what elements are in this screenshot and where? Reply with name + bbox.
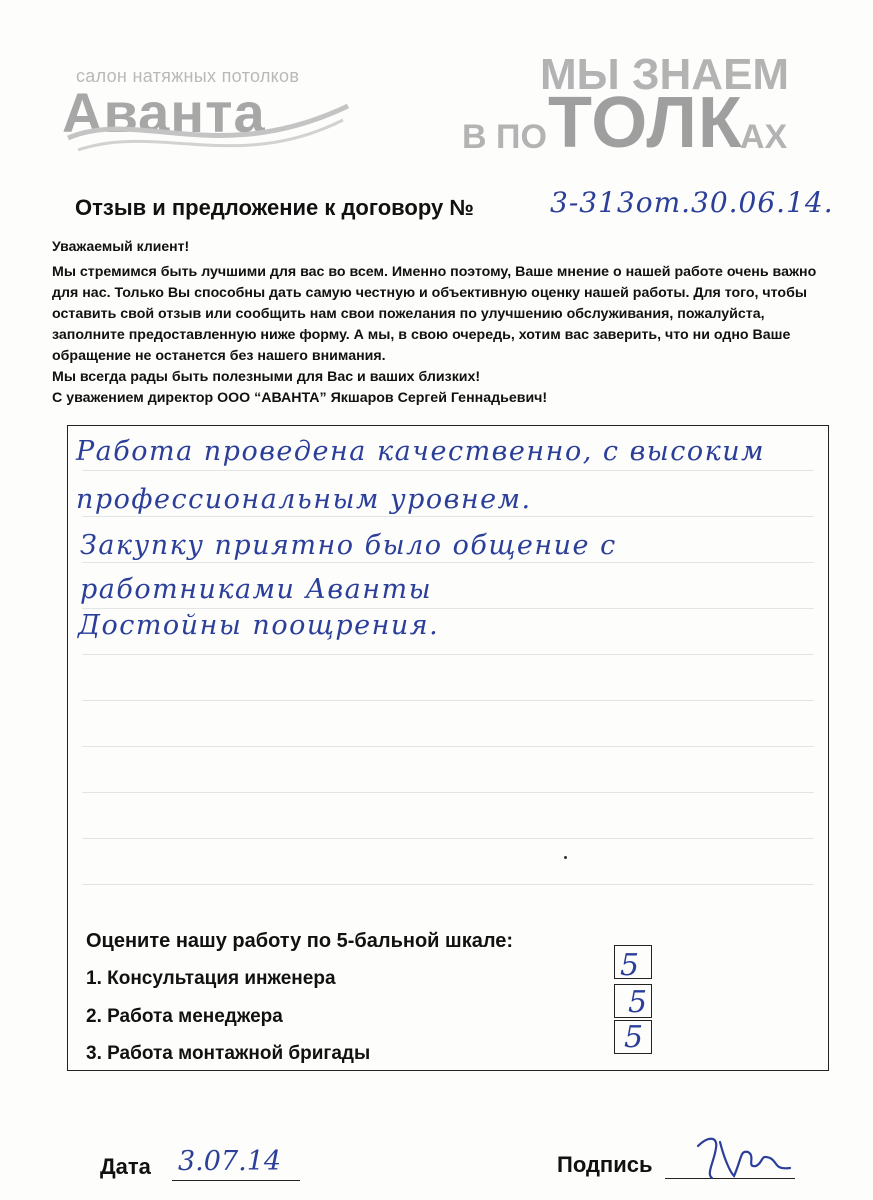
slogan-main: ТОЛК xyxy=(548,83,743,163)
rating-title: Оцените нашу работу по 5-бальной шкале: xyxy=(86,930,514,952)
review-line: профессиональным уровнем. xyxy=(76,484,532,515)
score-engineer: 5 xyxy=(620,948,640,983)
contract-number-field[interactable]: 3-313от.30.06.14. xyxy=(550,186,834,219)
rating-item-manager: 2. Работа менеджера xyxy=(86,1006,283,1027)
signature-label: Подпись xyxy=(557,1152,653,1177)
intro-paragraph: Мы стремимся быть лучшими для вас во всем. Именно поэтому, Ваше мнение о нашей работе очень важно для нас. Только Вы способны дать самую честную и объективную оценку нашей работы. Для того, чтобы оставить свой отзыв или сообщить нам свои пожелания по улучшению обслуживания, пожалуйста, заполните предоставленную ниже форму. А мы, в свою очередь, хотим вас заверить, что ни одно Ваше обращение не останется без нашего внимания. xyxy=(52,264,817,364)
ruled-line xyxy=(82,470,814,471)
review-line: работниками Аванты xyxy=(80,574,433,605)
review-line: Закупку приятно было общение с xyxy=(80,530,617,561)
intro-signoff: С уважением директор ООО “АВАНТА” Якшаров Сергей Геннадьевич! xyxy=(52,390,548,406)
ruled-line xyxy=(82,792,814,793)
score-installers: 5 xyxy=(624,1020,644,1055)
ruled-line xyxy=(82,884,814,885)
ruled-line xyxy=(82,838,814,839)
intro-thanks: Мы всегда рады быть полезными для Вас и ваших близких! xyxy=(52,369,481,385)
review-line: Работа проведена качественно, с высоким xyxy=(76,436,766,467)
ink-speck xyxy=(564,856,567,859)
rating-item-installers: 3. Работа монтажной бригады xyxy=(86,1043,371,1064)
greeting: Уважаемый клиент! xyxy=(52,238,190,254)
logo-wave-icon xyxy=(58,98,358,158)
date-label: Дата xyxy=(100,1154,151,1179)
rating-item-engineer: 1. Консультация инженера xyxy=(86,968,336,989)
logo-tagline: салон натяжных потолков xyxy=(76,66,300,86)
slogan-suffix: АХ xyxy=(740,118,788,156)
score-manager: 5 xyxy=(628,985,648,1020)
slogan-line1: МЫ ЗНАЕМ xyxy=(540,50,790,99)
date-field[interactable]: 3.07.14 xyxy=(178,1146,282,1177)
handwritten-signature[interactable] xyxy=(690,1128,800,1184)
ruled-line xyxy=(82,608,814,609)
intro-text xyxy=(52,262,832,409)
ruled-line xyxy=(82,562,814,563)
ruled-line xyxy=(82,654,814,655)
slogan-prefix: В ПО xyxy=(462,118,547,156)
date-underline xyxy=(172,1180,300,1181)
page-title: Отзыв и предложение к договору № xyxy=(75,195,474,220)
company-logo: Аванта xyxy=(62,81,266,144)
ruled-line xyxy=(82,746,814,747)
ruled-line xyxy=(82,516,814,517)
review-line: Достойны поощрения. xyxy=(78,610,440,641)
ruled-line xyxy=(82,700,814,701)
